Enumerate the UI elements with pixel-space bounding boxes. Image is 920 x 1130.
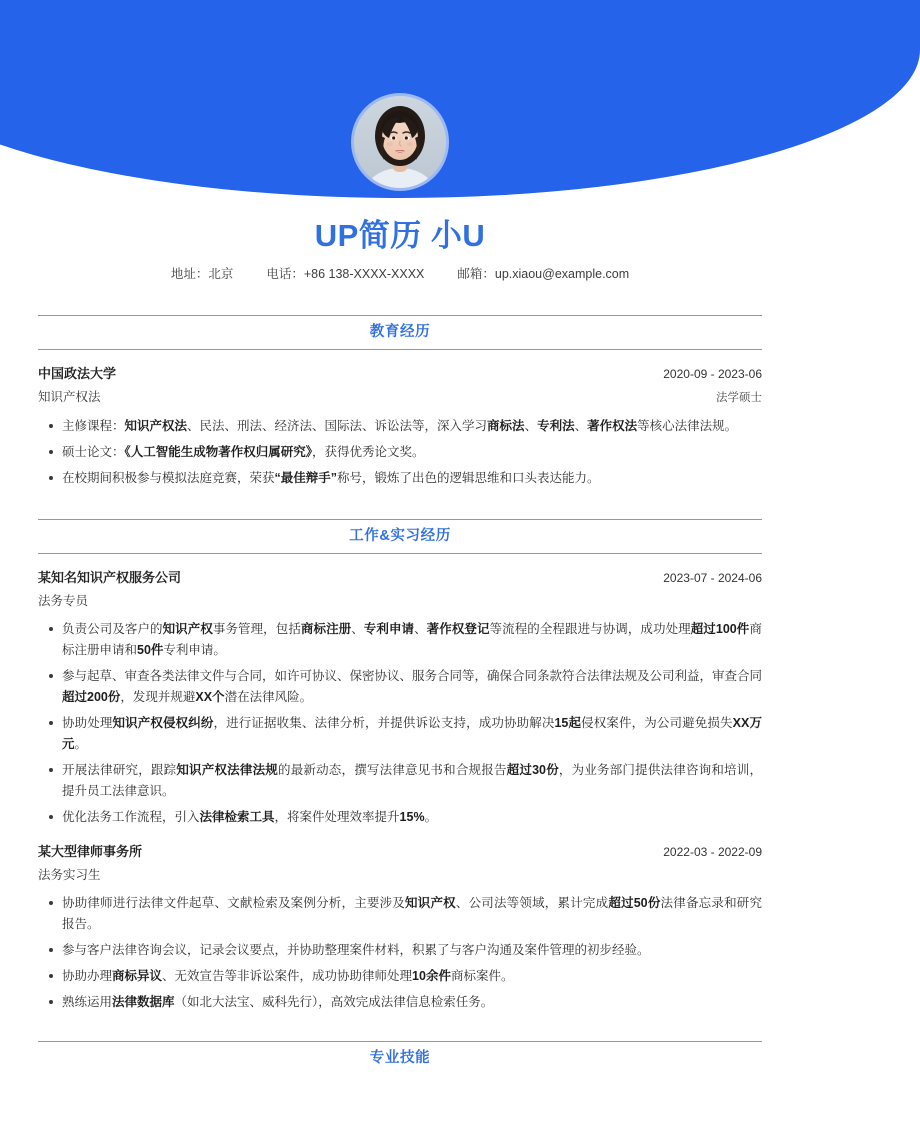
entry-date-range: 2022-03 - 2022-09 bbox=[663, 845, 762, 859]
section-header-education bbox=[38, 315, 762, 350]
entry-major: 知识产权法 bbox=[38, 390, 101, 404]
entry-organization: 中国政法大学 bbox=[38, 366, 117, 381]
bullet-item: 开展法律研究，跟踪知识产权法律法规的最新动态，撰写法律意见书和合规报告超过30份，为业务部门提供法律咨询和培训，提升员工法律意识。 bbox=[62, 760, 762, 802]
phone-label: 电话： bbox=[266, 267, 304, 281]
email-value: up.xiaou@example.com bbox=[494, 267, 630, 281]
section-next-truncated bbox=[38, 1041, 762, 1066]
bullet-item: 协助律师进行法律文件起草、文献检索及案例分析，主要涉及知识产权、公司法等领域，累计完成超过50份法律备忘录和研究报告。 bbox=[62, 893, 762, 935]
section-work-experience bbox=[38, 519, 762, 1013]
contact-line bbox=[0, 265, 800, 283]
section-title-text: 专业技能 bbox=[369, 1050, 431, 1066]
address-value: 北京 bbox=[208, 267, 234, 281]
entry-education-0 bbox=[38, 364, 762, 489]
page-title: UP简历 小U bbox=[314, 218, 486, 253]
bullet-list bbox=[38, 416, 762, 489]
entry-organization: 某大型律师事务所 bbox=[38, 844, 143, 859]
bullet-item: 参与起草、审查各类法律文件与合同，如许可协议、保密协议、服务合同等，确保合同条款符合法律法规及公司利益，审查合同超过200份，发现并规避XX个潜在法律风险。 bbox=[62, 666, 762, 708]
entry-job-title: 法务专员 bbox=[38, 594, 89, 608]
entry-subheader-row bbox=[38, 866, 762, 884]
entry-work-0 bbox=[38, 568, 762, 828]
resume-header bbox=[0, 0, 800, 200]
entry-degree: 法学硕士 bbox=[716, 392, 762, 404]
bullet-list bbox=[38, 893, 762, 1013]
bullet-item: 硕士论文：《人工智能生成物著作权归属研究》，获得优秀论文奖。 bbox=[62, 442, 762, 463]
header-band-shape bbox=[0, 0, 920, 198]
bullet-item: 协助办理商标异议、无效宣告等非诉讼案件，成功协助律师处理10余件商标案件。 bbox=[62, 966, 762, 987]
entry-organization: 某知名知识产权服务公司 bbox=[38, 570, 182, 585]
bullet-item: 优化法务工作流程，引入法律检索工具，将案件处理效率提升15%。 bbox=[62, 807, 762, 828]
section-header-work bbox=[38, 519, 762, 554]
phone-value: +86 138-XXXX-XXXX bbox=[303, 267, 425, 281]
email-label: 邮箱： bbox=[457, 267, 495, 281]
bullet-item: 参与客户法律咨询会议，记录会议要点，并协助整理案件材料，积累了与客户沟通及案件管理的初步经验。 bbox=[62, 940, 762, 961]
entry-subheader-row bbox=[38, 388, 762, 407]
resume-body bbox=[0, 315, 800, 1066]
entry-header-row bbox=[38, 568, 762, 588]
entry-date-range: 2023-07 - 2024-06 bbox=[663, 571, 762, 585]
section-title-text: 工作&实习经历 bbox=[349, 528, 451, 544]
section-header-truncated bbox=[38, 1041, 762, 1066]
bullet-item: 熟练运用法律数据库（如北大法宝、威科先行），高效完成法律信息检索任务。 bbox=[62, 992, 762, 1013]
portrait-photo-icon bbox=[354, 96, 446, 188]
entry-header-row bbox=[38, 364, 762, 384]
entry-subheader-row bbox=[38, 592, 762, 610]
bullet-list bbox=[38, 619, 762, 828]
bullet-item: 主修课程：知识产权法、民法、刑法、经济法、国际法、诉讼法等，深入学习商标法、专利法、著作权法等核心法律法规。 bbox=[62, 416, 762, 437]
bullet-item: 协助处理知识产权侵权纠纷，进行证据收集、法律分析，并提供诉讼支持，成功协助解决15起侵权案件，为公司避免损失XX万元。 bbox=[62, 713, 762, 755]
section-title-text: 教育经历 bbox=[369, 324, 431, 340]
bullet-item: 负责公司及客户的知识产权事务管理，包括商标注册、专利申请、著作权登记等流程的全程跟进与协调，成功处理超过100件商标注册申请和50件专利申请。 bbox=[62, 619, 762, 661]
avatar bbox=[354, 96, 446, 188]
section-education bbox=[38, 315, 762, 489]
entry-job-title: 法务实习生 bbox=[38, 868, 101, 882]
bullet-item: 在校期间积极参与模拟法庭竞赛，荣获“最佳辩手”称号，锻炼了出色的逻辑思维和口头表达能力。 bbox=[62, 468, 762, 489]
entry-work-1 bbox=[38, 842, 762, 1013]
entry-header-row bbox=[38, 842, 762, 862]
address-label: 地址： bbox=[170, 267, 209, 281]
entry-date-range: 2020-09 - 2023-06 bbox=[663, 367, 762, 381]
